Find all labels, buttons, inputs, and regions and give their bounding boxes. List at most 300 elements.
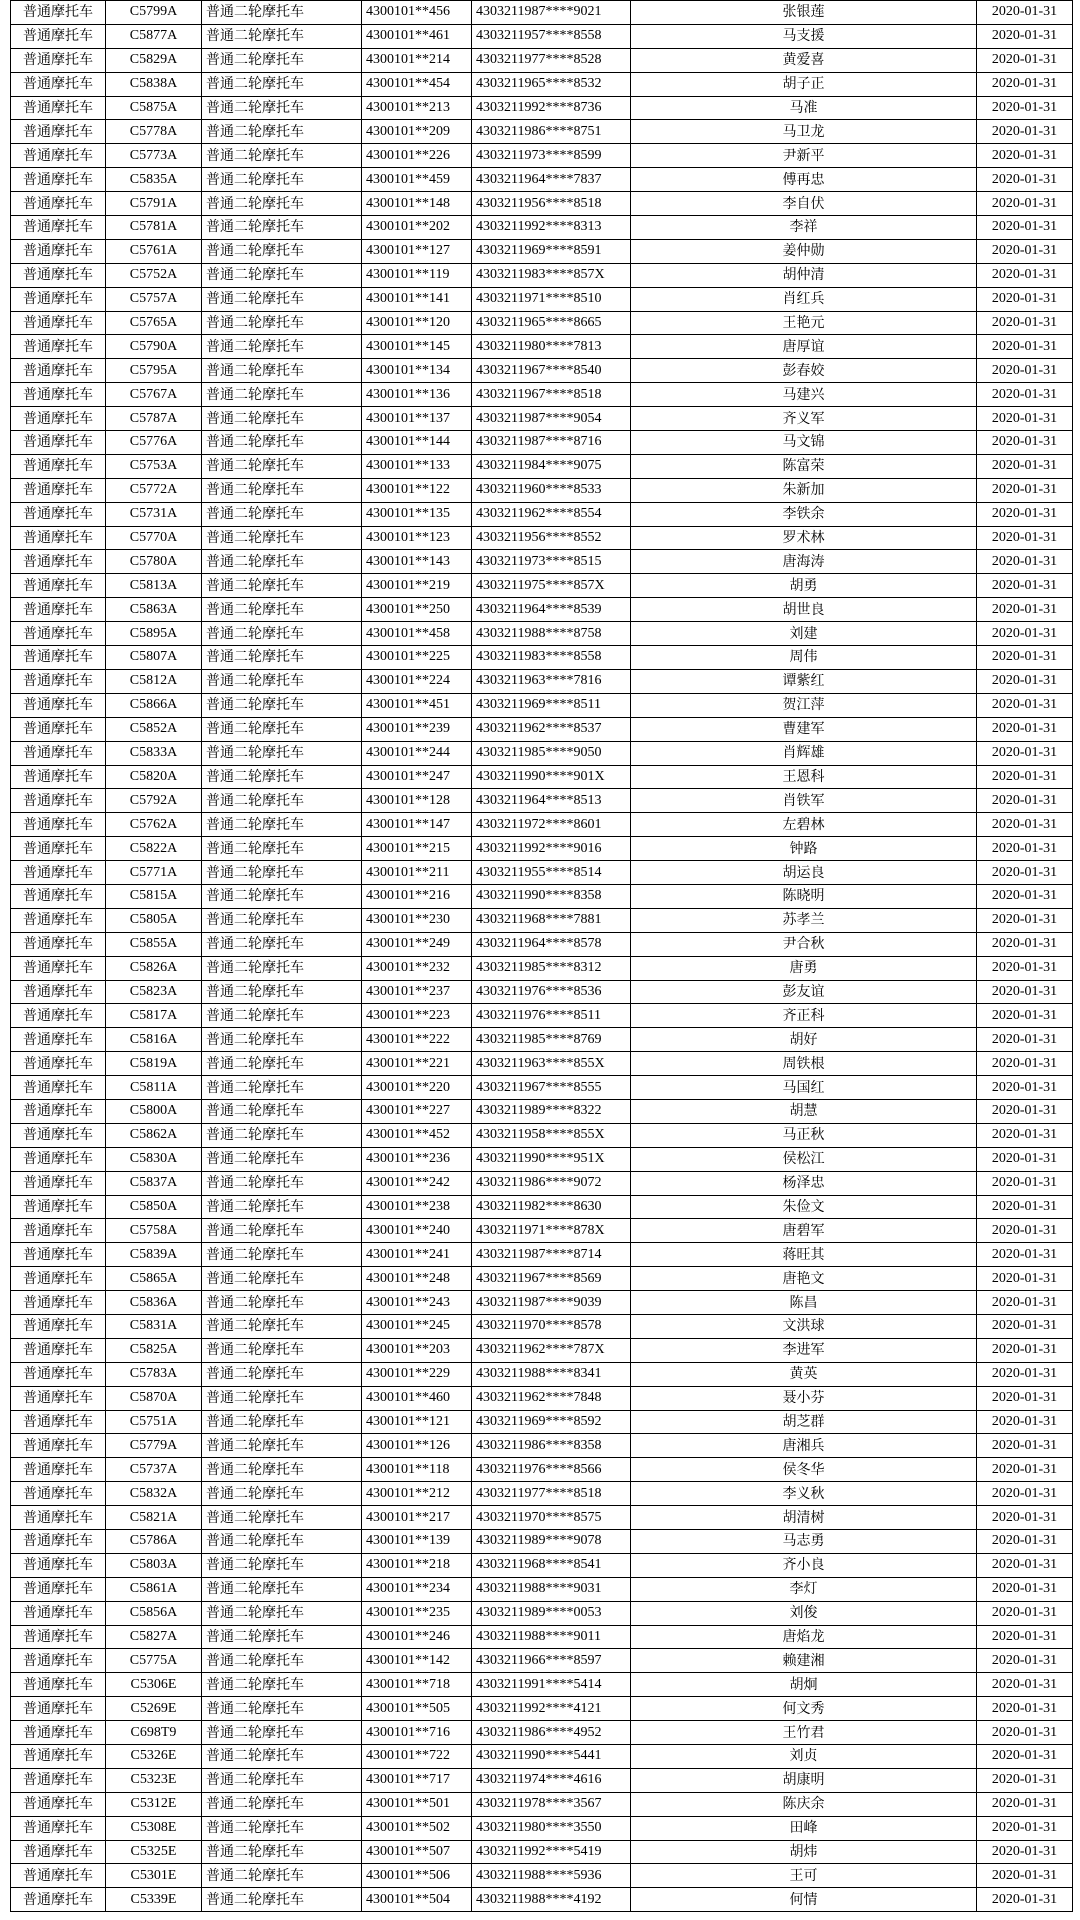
serial-number-cell: 4300101**223 [362,1004,472,1028]
vehicle-type-cell: 普通二轮摩托车 [202,1506,362,1530]
vehicle-type-cell: 普通二轮摩托车 [202,1386,362,1410]
record-code-cell: C5765A [106,311,202,335]
person-name-cell: 钟路 [631,837,977,861]
date-cell: 2020-01-31 [977,1386,1073,1410]
vehicle-class-cell: 普通摩托车 [11,1338,106,1362]
id-number-cell: 4303211967****8569 [472,1267,631,1291]
vehicle-class-cell: 普通摩托车 [11,1,106,25]
vehicle-type-cell: 普通二轮摩托车 [202,956,362,980]
vehicle-type-cell: 普通二轮摩托车 [202,1745,362,1769]
vehicle-type-cell: 普通二轮摩托车 [202,96,362,120]
record-code-cell: C5799A [106,1,202,25]
person-name-cell: 陈庆余 [631,1792,977,1816]
serial-number-cell: 4300101**211 [362,861,472,885]
id-number-cell: 4303211992****8736 [472,96,631,120]
table-row [11,1195,1073,1219]
vehicle-class-cell: 普通摩托车 [11,1888,106,1912]
serial-number-cell: 4300101**240 [362,1219,472,1243]
table-row [11,574,1073,598]
vehicle-class-cell: 普通摩托车 [11,216,106,240]
record-code-cell: C5776A [106,431,202,455]
vehicle-class-cell: 普通摩托车 [11,431,106,455]
id-number-cell: 4303211987****8714 [472,1243,631,1267]
person-name-cell: 肖铁军 [631,789,977,813]
vehicle-type-cell: 普通二轮摩托车 [202,1291,362,1315]
record-code-cell: C5811A [106,1076,202,1100]
date-cell: 2020-01-31 [977,454,1073,478]
person-name-cell: 贺江萍 [631,693,977,717]
date-cell: 2020-01-31 [977,550,1073,574]
record-code-cell: C5781A [106,216,202,240]
id-number-cell: 4303211992****4121 [472,1697,631,1721]
person-name-cell: 唐厚谊 [631,335,977,359]
date-cell: 2020-01-31 [977,1768,1073,1792]
date-cell: 2020-01-31 [977,1649,1073,1673]
date-cell: 2020-01-31 [977,1745,1073,1769]
vehicle-type-cell: 普通二轮摩托车 [202,407,362,431]
vehicle-class-cell: 普通摩托车 [11,1147,106,1171]
person-name-cell: 左碧林 [631,813,977,837]
person-name-cell: 蒋旺其 [631,1243,977,1267]
id-number-cell: 4303211990****901X [472,765,631,789]
serial-number-cell: 4300101**119 [362,263,472,287]
id-number-cell: 4303211973****8515 [472,550,631,574]
serial-number-cell: 4300101**221 [362,1052,472,1076]
date-cell: 2020-01-31 [977,120,1073,144]
id-number-cell: 4303211977****8528 [472,48,631,72]
vehicle-type-cell: 普通二轮摩托车 [202,24,362,48]
table-row [11,861,1073,885]
record-code-cell: C5865A [106,1267,202,1291]
vehicle-type-cell: 普通二轮摩托车 [202,287,362,311]
table-row [11,454,1073,478]
table-row [11,1386,1073,1410]
table-row [11,1601,1073,1625]
date-cell: 2020-01-31 [977,1482,1073,1506]
serial-number-cell: 4300101**248 [362,1267,472,1291]
vehicle-class-cell: 普通摩托车 [11,96,106,120]
vehicle-type-cell: 普通二轮摩托车 [202,1530,362,1554]
date-cell: 2020-01-31 [977,1076,1073,1100]
vehicle-type-cell: 普通二轮摩托车 [202,789,362,813]
date-cell: 2020-01-31 [977,1028,1073,1052]
serial-number-cell: 4300101**249 [362,932,472,956]
record-code-cell: C5829A [106,48,202,72]
record-code-cell: C5813A [106,574,202,598]
id-number-cell: 4303211960****8533 [472,478,631,502]
serial-number-cell: 4300101**458 [362,622,472,646]
vehicle-type-cell: 普通二轮摩托车 [202,765,362,789]
id-number-cell: 4303211990****5441 [472,1745,631,1769]
table-row [11,526,1073,550]
vehicle-type-cell: 普通二轮摩托车 [202,1314,362,1338]
table-row [11,48,1073,72]
record-code-cell: C5807A [106,646,202,670]
record-code-cell: C5737A [106,1458,202,1482]
person-name-cell: 李义秋 [631,1482,977,1506]
record-code-cell: C5821A [106,1506,202,1530]
id-number-cell: 4303211988****9011 [472,1625,631,1649]
id-number-cell: 4303211963****855X [472,1052,631,1076]
person-name-cell: 张银莲 [631,1,977,25]
vehicle-type-cell: 普通二轮摩托车 [202,1458,362,1482]
id-number-cell: 4303211989****8322 [472,1099,631,1123]
record-code-cell: C5757A [106,287,202,311]
person-name-cell: 唐焰龙 [631,1625,977,1649]
serial-number-cell: 4300101**135 [362,502,472,526]
id-number-cell: 4303211989****0053 [472,1601,631,1625]
id-number-cell: 4303211956****8552 [472,526,631,550]
person-name-cell: 马准 [631,96,977,120]
serial-number-cell: 4300101**461 [362,24,472,48]
date-cell: 2020-01-31 [977,741,1073,765]
table-row [11,598,1073,622]
vehicle-class-cell: 普通摩托车 [11,1577,106,1601]
vehicle-class-cell: 普通摩托车 [11,1004,106,1028]
vehicle-class-cell: 普通摩托车 [11,1553,106,1577]
serial-number-cell: 4300101**234 [362,1577,472,1601]
date-cell: 2020-01-31 [977,669,1073,693]
id-number-cell: 4303211969****8591 [472,239,631,263]
record-code-cell: C5812A [106,669,202,693]
person-name-cell: 何文秀 [631,1697,977,1721]
table-row [11,168,1073,192]
record-code-cell: C5753A [106,454,202,478]
person-name-cell: 曹建军 [631,717,977,741]
vehicle-class-cell: 普通摩托车 [11,1673,106,1697]
person-name-cell: 肖红兵 [631,287,977,311]
id-number-cell: 4303211957****8558 [472,24,631,48]
table-row [11,956,1073,980]
date-cell: 2020-01-31 [977,1219,1073,1243]
person-name-cell: 胡运良 [631,861,977,885]
person-name-cell: 马志勇 [631,1530,977,1554]
date-cell: 2020-01-31 [977,1458,1073,1482]
vehicle-type-cell: 普通二轮摩托车 [202,1721,362,1745]
vehicle-type-cell: 普通二轮摩托车 [202,884,362,908]
date-cell: 2020-01-31 [977,216,1073,240]
vehicle-type-cell: 普通二轮摩托车 [202,837,362,861]
record-code-cell: C5787A [106,407,202,431]
serial-number-cell: 4300101**144 [362,431,472,455]
serial-number-cell: 4300101**247 [362,765,472,789]
person-name-cell: 朱新加 [631,478,977,502]
vehicle-type-cell: 普通二轮摩托车 [202,1553,362,1577]
person-name-cell: 马支援 [631,24,977,48]
vehicle-class-cell: 普通摩托车 [11,669,106,693]
record-code-cell: C5833A [106,741,202,765]
id-number-cell: 4303211986****8751 [472,120,631,144]
id-number-cell: 4303211980****7813 [472,335,631,359]
serial-number-cell: 4300101**452 [362,1123,472,1147]
id-number-cell: 4303211962****7848 [472,1386,631,1410]
table-row [11,1721,1073,1745]
date-cell: 2020-01-31 [977,1673,1073,1697]
vehicle-class-cell: 普通摩托车 [11,550,106,574]
serial-number-cell: 4300101**134 [362,359,472,383]
record-code-cell: C5838A [106,72,202,96]
record-code-cell: C5752A [106,263,202,287]
serial-number-cell: 4300101**716 [362,1721,472,1745]
table-row [11,1291,1073,1315]
record-code-cell: C5803A [106,1553,202,1577]
id-number-cell: 4303211977****8518 [472,1482,631,1506]
id-number-cell: 4303211971****878X [472,1219,631,1243]
vehicle-type-cell: 普通二轮摩托车 [202,1625,362,1649]
record-code-cell: C5839A [106,1243,202,1267]
vehicle-type-cell: 普通二轮摩托车 [202,574,362,598]
vehicle-class-cell: 普通摩托车 [11,72,106,96]
person-name-cell: 罗术林 [631,526,977,550]
vehicle-type-cell: 普通二轮摩托车 [202,1,362,25]
person-name-cell: 彭春姣 [631,359,977,383]
serial-number-cell: 4300101**139 [362,1530,472,1554]
person-name-cell: 王恩科 [631,765,977,789]
person-name-cell: 聂小芬 [631,1386,977,1410]
vehicle-type-cell: 普通二轮摩托车 [202,1243,362,1267]
date-cell: 2020-01-31 [977,1601,1073,1625]
person-name-cell: 田峰 [631,1816,977,1840]
serial-number-cell: 4300101**502 [362,1816,472,1840]
vehicle-type-cell: 普通二轮摩托车 [202,1434,362,1458]
table-row [11,1577,1073,1601]
date-cell: 2020-01-31 [977,813,1073,837]
record-code-cell: C5306E [106,1673,202,1697]
record-table-container [10,0,1072,1912]
table-row [11,216,1073,240]
id-number-cell: 4303211986****4952 [472,1721,631,1745]
record-code-cell: C5856A [106,1601,202,1625]
person-name-cell: 黄爱喜 [631,48,977,72]
vehicle-class-cell: 普通摩托车 [11,813,106,837]
vehicle-class-cell: 普通摩托车 [11,1721,106,1745]
vehicle-class-cell: 普通摩托车 [11,1195,106,1219]
person-name-cell: 肖辉雄 [631,741,977,765]
vehicle-class-cell: 普通摩托车 [11,1745,106,1769]
vehicle-type-cell: 普通二轮摩托车 [202,72,362,96]
record-code-cell: C5778A [106,120,202,144]
table-row [11,1840,1073,1864]
table-row [11,1267,1073,1291]
id-number-cell: 4303211988****8341 [472,1362,631,1386]
date-cell: 2020-01-31 [977,1267,1073,1291]
vehicle-type-cell: 普通二轮摩托车 [202,980,362,1004]
serial-number-cell: 4300101**242 [362,1171,472,1195]
date-cell: 2020-01-31 [977,239,1073,263]
record-table [10,0,1073,1912]
serial-number-cell: 4300101**143 [362,550,472,574]
person-name-cell: 王艳元 [631,311,977,335]
id-number-cell: 4303211988****5936 [472,1864,631,1888]
person-name-cell: 马国红 [631,1076,977,1100]
date-cell: 2020-01-31 [977,1721,1073,1745]
vehicle-class-cell: 普通摩托车 [11,1314,106,1338]
person-name-cell: 赖建湘 [631,1649,977,1673]
vehicle-type-cell: 普通二轮摩托车 [202,550,362,574]
record-code-cell: C5791A [106,192,202,216]
record-code-cell: C5837A [106,1171,202,1195]
id-number-cell: 4303211956****8518 [472,192,631,216]
date-cell: 2020-01-31 [977,1099,1073,1123]
vehicle-class-cell: 普通摩托车 [11,239,106,263]
person-name-cell: 胡康明 [631,1768,977,1792]
record-code-cell: C5339E [106,1888,202,1912]
id-number-cell: 4303211967****8555 [472,1076,631,1100]
serial-number-cell: 4300101**121 [362,1410,472,1434]
table-row [11,72,1073,96]
vehicle-type-cell: 普通二轮摩托车 [202,216,362,240]
serial-number-cell: 4300101**137 [362,407,472,431]
date-cell: 2020-01-31 [977,1816,1073,1840]
table-row [11,1362,1073,1386]
serial-number-cell: 4300101**501 [362,1792,472,1816]
serial-number-cell: 4300101**209 [362,120,472,144]
record-code-cell: C5792A [106,789,202,813]
date-cell: 2020-01-31 [977,765,1073,789]
vehicle-type-cell: 普通二轮摩托车 [202,717,362,741]
serial-number-cell: 4300101**142 [362,1649,472,1673]
person-name-cell: 胡仲清 [631,263,977,287]
date-cell: 2020-01-31 [977,359,1073,383]
record-code-cell: C5823A [106,980,202,1004]
record-code-cell: C5301E [106,1864,202,1888]
table-row [11,1171,1073,1195]
id-number-cell: 4303211984****9075 [472,454,631,478]
id-number-cell: 4303211964****7837 [472,168,631,192]
vehicle-class-cell: 普通摩托车 [11,24,106,48]
table-row [11,717,1073,741]
serial-number-cell: 4300101**122 [362,478,472,502]
table-row [11,1099,1073,1123]
date-cell: 2020-01-31 [977,1338,1073,1362]
id-number-cell: 4303211986****8358 [472,1434,631,1458]
person-name-cell: 齐正科 [631,1004,977,1028]
person-name-cell: 周铁根 [631,1052,977,1076]
date-cell: 2020-01-31 [977,598,1073,622]
table-row [11,1219,1073,1243]
record-code-cell: C5780A [106,550,202,574]
table-row [11,407,1073,431]
date-cell: 2020-01-31 [977,1,1073,25]
table-row [11,96,1073,120]
date-cell: 2020-01-31 [977,48,1073,72]
record-code-cell: C5269E [106,1697,202,1721]
vehicle-class-cell: 普通摩托车 [11,1482,106,1506]
table-row [11,1530,1073,1554]
serial-number-cell: 4300101**505 [362,1697,472,1721]
serial-number-cell: 4300101**123 [362,526,472,550]
serial-number-cell: 4300101**236 [362,1147,472,1171]
date-cell: 2020-01-31 [977,1314,1073,1338]
serial-number-cell: 4300101**230 [362,908,472,932]
table-row [11,383,1073,407]
date-cell: 2020-01-31 [977,1840,1073,1864]
id-number-cell: 4303211965****8532 [472,72,631,96]
date-cell: 2020-01-31 [977,335,1073,359]
date-cell: 2020-01-31 [977,1792,1073,1816]
record-code-cell: C5731A [106,502,202,526]
vehicle-type-cell: 普通二轮摩托车 [202,1362,362,1386]
date-cell: 2020-01-31 [977,980,1073,1004]
date-cell: 2020-01-31 [977,478,1073,502]
date-cell: 2020-01-31 [977,144,1073,168]
record-code-cell: C5819A [106,1052,202,1076]
vehicle-type-cell: 普通二轮摩托车 [202,48,362,72]
id-number-cell: 4303211987****9039 [472,1291,631,1315]
table-row [11,24,1073,48]
serial-number-cell: 4300101**235 [362,1601,472,1625]
serial-number-cell: 4300101**451 [362,693,472,717]
record-code-cell: C5816A [106,1028,202,1052]
record-code-cell: C5800A [106,1099,202,1123]
vehicle-class-cell: 普通摩托车 [11,1458,106,1482]
record-code-cell: C5832A [106,1482,202,1506]
vehicle-class-cell: 普通摩托车 [11,359,106,383]
vehicle-class-cell: 普通摩托车 [11,622,106,646]
id-number-cell: 4303211988****8758 [472,622,631,646]
vehicle-type-cell: 普通二轮摩托车 [202,144,362,168]
person-name-cell: 马卫龙 [631,120,977,144]
date-cell: 2020-01-31 [977,646,1073,670]
person-name-cell: 李灯 [631,1577,977,1601]
person-name-cell: 尹合秋 [631,932,977,956]
vehicle-type-cell: 普通二轮摩托车 [202,1147,362,1171]
date-cell: 2020-01-31 [977,1004,1073,1028]
vehicle-type-cell: 普通二轮摩托车 [202,1267,362,1291]
serial-number-cell: 4300101**722 [362,1745,472,1769]
table-row [11,1888,1073,1912]
vehicle-type-cell: 普通二轮摩托车 [202,1577,362,1601]
person-name-cell: 尹新平 [631,144,977,168]
vehicle-type-cell: 普通二轮摩托车 [202,646,362,670]
date-cell: 2020-01-31 [977,1888,1073,1912]
person-name-cell: 刘建 [631,622,977,646]
vehicle-class-cell: 普通摩托车 [11,1530,106,1554]
date-cell: 2020-01-31 [977,192,1073,216]
person-name-cell: 李祥 [631,216,977,240]
vehicle-type-cell: 普通二轮摩托车 [202,622,362,646]
vehicle-class-cell: 普通摩托车 [11,1028,106,1052]
serial-number-cell: 4300101**133 [362,454,472,478]
date-cell: 2020-01-31 [977,1291,1073,1315]
vehicle-class-cell: 普通摩托车 [11,765,106,789]
serial-number-cell: 4300101**504 [362,1888,472,1912]
vehicle-type-cell: 普通二轮摩托车 [202,1171,362,1195]
vehicle-type-cell: 普通二轮摩托车 [202,741,362,765]
record-code-cell: C5779A [106,1434,202,1458]
vehicle-type-cell: 普通二轮摩托车 [202,1028,362,1052]
vehicle-type-cell: 普通二轮摩托车 [202,526,362,550]
vehicle-type-cell: 普通二轮摩托车 [202,1816,362,1840]
record-code-cell: C5827A [106,1625,202,1649]
date-cell: 2020-01-31 [977,96,1073,120]
vehicle-type-cell: 普通二轮摩托车 [202,311,362,335]
table-row [11,980,1073,1004]
date-cell: 2020-01-31 [977,1625,1073,1649]
person-name-cell: 姜仲勋 [631,239,977,263]
table-row [11,1004,1073,1028]
vehicle-class-cell: 普通摩托车 [11,1099,106,1123]
serial-number-cell: 4300101**222 [362,1028,472,1052]
vehicle-type-cell: 普通二轮摩托车 [202,813,362,837]
id-number-cell: 4303211964****8539 [472,598,631,622]
vehicle-type-cell: 普通二轮摩托车 [202,168,362,192]
vehicle-type-cell: 普通二轮摩托车 [202,1888,362,1912]
record-code-cell: C5835A [106,168,202,192]
vehicle-type-cell: 普通二轮摩托车 [202,478,362,502]
id-number-cell: 4303211982****8630 [472,1195,631,1219]
vehicle-class-cell: 普通摩托车 [11,168,106,192]
